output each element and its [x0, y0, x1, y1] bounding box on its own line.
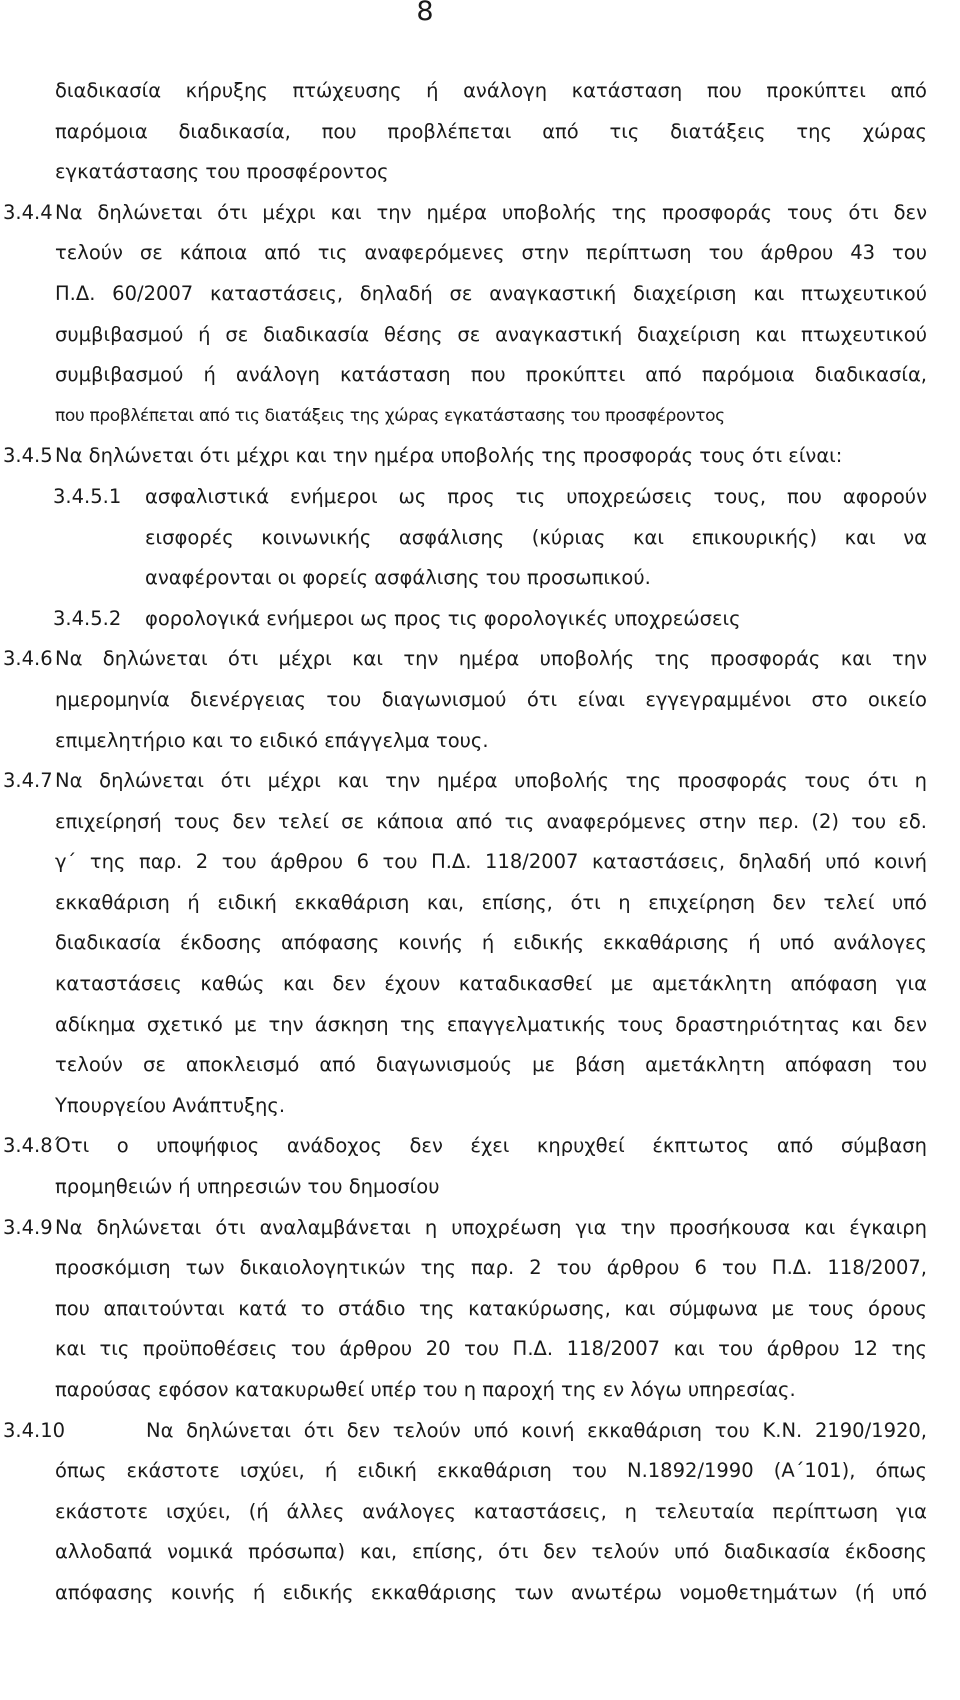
paragraph-line: προμηθειών ή υπηρεσιών του δημοσίου	[55, 1175, 440, 1199]
paragraph-line: 3.4.9 Να δηλώνεται ότι αναλαμβάνεται η υποχρέωση για την προσήκουσα και έγκαιρη	[0, 1208, 947, 1249]
item-number: 3.4.8	[3, 1134, 53, 1158]
paragraph-line: διαδικασία κήρυξης πτώχευσης ή ανάλογη κατάσταση που προκύπτει από	[55, 79, 927, 102]
paragraph-line: 3.4.10 Να δηλώνεται ότι δεν τελούν υπό κοινή εκκαθάριση του Κ.Ν. 2190/1920,	[0, 1411, 947, 1452]
item-number: 3.4.5	[3, 444, 53, 468]
item-number: 3.4.4	[3, 200, 53, 224]
paragraph-line: 3.4.8 Ότι ο υποψήφιος ανάδοχος δεν έχει κηρυχθεί έκπτωτος από σύμβαση	[0, 1126, 947, 1167]
paragraph-line: συμβιβασμού ή σε διαδικασία θέσης σε αναγκαστική διαχείριση και πτωχευτικού	[55, 322, 927, 346]
paragraph-line: όπως εκάστοτε ισχύει, ή ειδική εκκαθάριση του Ν.1892/1990 (Α΄101), όπως	[55, 1459, 927, 1483]
paragraph-line: ημερομηνία διενέργειας του διαγωνισμού ότι είναι εγγεγραμμένοι στο οικείο	[55, 687, 927, 711]
paragraph-line: που προβλέπεται από τις διατάξεις της χώρας εγκατάστασης του προσφέροντος	[55, 405, 725, 426]
paragraph-line: παρόμοια διαδικασία, που προβλέπεται από τις διατάξεις της χώρας	[55, 119, 927, 143]
paragraph-line: διαδικασία έκδοσης απόφασης κοινής ή ειδικής εκκαθάρισης ή υπό ανάλογες	[55, 931, 927, 955]
paragraph-line: παρούσας εφόσον κατακυρωθεί υπέρ του η παροχή της εν λόγω υπηρεσίας.	[55, 1378, 796, 1401]
paragraph-line: Π.Δ. 60/2007 καταστάσεις, δηλαδή σε αναγκαστική διαχείριση και πτωχευτικού	[55, 281, 927, 305]
paragraph-line: 3.4.5.2 φορολογικά ενήμεροι ως προς τις φορολογικές υποχρεώσεις	[0, 599, 947, 640]
paragraph-line: απόφασης κοινής ή ειδικής εκκαθάρισης των ανωτέρω νομοθετημάτων (ή υπό	[55, 1580, 927, 1604]
paragraph-line: καταστάσεις καθώς και δεν έχουν καταδικασθεί με αμετάκλητη απόφαση για	[55, 972, 927, 996]
paragraph-line: εισφορές κοινωνικής ασφάλισης (κύριας και επικουρικής) και να	[145, 525, 927, 549]
document-body	[0, 71, 960, 1614]
paragraph-line: αδίκημα σχετικό με την άσκηση της επαγγελματικής τους δραστηριότητας και δεν	[55, 1012, 927, 1036]
paragraph-line: εγκατάστασης του προσφέροντος	[55, 160, 389, 184]
paragraph-line: αλλοδαπά νομικά πρόσωπα) και, επίσης, ότι δεν τελούν υπό διαδικασία έκδοσης	[55, 1540, 927, 1564]
paragraph-line: 3.4.4 Να δηλώνεται ότι μέχρι και την ημέρα υποβολής της προσφοράς τους ότι δεν	[0, 193, 947, 234]
paragraph-line: τελούν σε αποκλεισμό από διαγωνισμούς με βάση αμετάκλητη απόφαση του	[55, 1053, 927, 1077]
paragraph-line: που απαιτούνται κατά το στάδιο της κατακύρωσης, και σύμφωνα με τους όρους	[55, 1296, 927, 1320]
paragraph-line: τελούν σε κάποια από τις αναφερόμενες στην περίπτωση του άρθρου 43 του	[55, 241, 927, 265]
paragraph-line: 3.4.5 Να δηλώνεται ότι μέχρι και την ημέρα υποβολής της προσφοράς τους ότι είναι:	[0, 436, 947, 477]
paragraph-line: συμβιβασμού ή ανάλογη κατάσταση που προκύπτει από παρόμοια διαδικασία,	[55, 363, 927, 387]
item-number: 3.4.9	[3, 1215, 53, 1239]
paragraph-line: 3.4.5.1 ασφαλιστικά ενήμεροι ως προς τις υποχρεώσεις τους, που αφορούν	[0, 477, 947, 518]
page-number: 8	[416, 0, 434, 27]
paragraph-line: γ΄ της παρ. 2 του άρθρου 6 του Π.Δ. 118/2007 καταστάσεις, δηλαδή υπό κοινή	[55, 850, 927, 874]
subitem-number: 3.4.5.2	[53, 606, 122, 630]
paragraph-line: εκκαθάριση ή ειδική εκκαθάριση και, επίσης, ότι η επιχείρηση δεν τελεί υπό	[55, 890, 927, 914]
item-number: 3.4.7	[3, 769, 53, 793]
paragraph-line: επιχείρησή τους δεν τελεί σε κάποια από τις αναφερόμενες στην περ. (2) του εδ.	[55, 809, 927, 833]
item-number: 3.4.10	[3, 1418, 66, 1442]
paragraph-line: και τις προϋποθέσεις του άρθρου 20 του Π.Δ. 118/2007 και του άρθρου 12 της	[55, 1337, 927, 1361]
item-number: 3.4.6	[3, 647, 53, 671]
paragraph-line: επιμελητήριο και το ειδικό επάγγελμα τους.	[55, 728, 489, 752]
paragraph-line: αναφέρονται οι φορείς ασφάλισης του προσωπικού.	[145, 566, 651, 590]
paragraph-line: προσκόμιση των δικαιολογητικών της παρ. 2 του άρθρου 6 του Π.Δ. 118/2007,	[55, 1256, 927, 1280]
paragraph-line: 3.4.7 Να δηλώνεται ότι μέχρι και την ημέρα υποβολής της προσφοράς τους ότι η	[0, 761, 947, 802]
paragraph-line: Υπουργείου Ανάπτυξης.	[55, 1093, 286, 1117]
paragraph-line: εκάστοτε ισχύει, (ή άλλες ανάλογες καταστάσεις, η τελευταία περίπτωση για	[55, 1499, 927, 1523]
subitem-number: 3.4.5.1	[53, 484, 122, 508]
paragraph-line: 3.4.6 Να δηλώνεται ότι μέχρι και την ημέρα υποβολής της προσφοράς και την	[0, 639, 947, 680]
